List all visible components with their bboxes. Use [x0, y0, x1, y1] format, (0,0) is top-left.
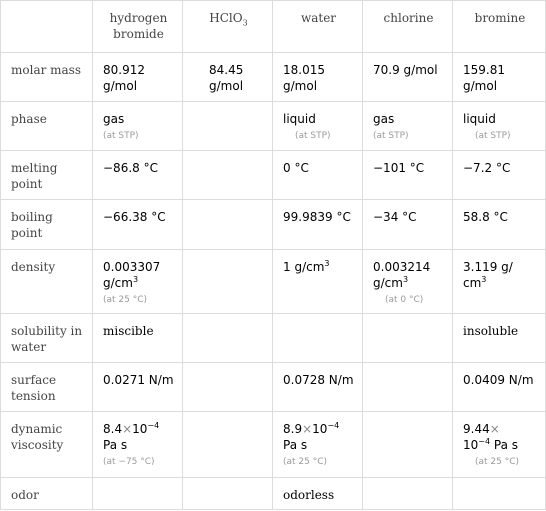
hbr-phase-note: (at STP): [103, 131, 139, 141]
cell-hclo3-surface-tension: [183, 363, 273, 412]
cell-hclo3-density: [183, 250, 273, 314]
row-solubility: [1, 314, 546, 363]
water-density-value: 1 g/cm: [283, 260, 325, 274]
water-phase-value: liquid: [283, 112, 316, 126]
cell-chlorine-solubility: [363, 314, 453, 363]
cell-water-viscosity: [273, 412, 363, 478]
cell-hbr-phase: [93, 102, 183, 151]
row-melting-point: [1, 151, 546, 200]
hbr-viscosity-exponent: −4: [147, 421, 160, 430]
row-surface-tension: [1, 363, 546, 412]
chlorine-density-exponent: 3: [402, 275, 409, 284]
cell-chlorine-molar-mass: 70.9 g/mol: [363, 53, 453, 102]
bromine-viscosity-base: 10: [463, 438, 479, 452]
water-viscosity-unit: Pa s: [283, 438, 308, 452]
water-viscosity-note: (at 25 °C): [283, 457, 328, 467]
cell-water-boiling-point: 99.9839 °C: [273, 200, 363, 250]
header-corner: [1, 1, 93, 53]
cell-bromine-melting-point: −7.2 °C: [453, 151, 546, 200]
cell-bromine-density: [453, 250, 546, 314]
cell-hbr-boiling-point: −66.38 °C: [93, 200, 183, 250]
cell-hclo3-boiling-point: [183, 200, 273, 250]
water-viscosity-times: ×: [302, 422, 313, 436]
row-boiling-point: [1, 200, 546, 250]
cell-hbr-viscosity: [93, 412, 183, 478]
water-phase-note: (at STP): [295, 131, 331, 141]
cell-hclo3-molar-mass: 84.45 g/mol: [183, 53, 273, 102]
hbr-viscosity-base: 10: [132, 422, 148, 436]
bromine-viscosity-unit: Pa s: [493, 438, 519, 452]
cell-water-density: [273, 250, 363, 314]
row-odor: [1, 478, 546, 510]
cell-bromine-boiling-point: 58.8 °C: [453, 200, 546, 250]
water-viscosity-mantissa: 8.9: [283, 422, 303, 436]
bromine-viscosity-mantissa: 9.44: [463, 422, 490, 436]
cell-hclo3-odor: [183, 478, 273, 510]
chlorine-density-note: (at 0 °C): [385, 295, 424, 305]
bromine-phase-note: (at STP): [475, 131, 511, 141]
cell-chlorine-density: [363, 250, 453, 314]
cell-water-phase: [273, 102, 363, 151]
row-molar-mass: [1, 53, 546, 102]
hbr-viscosity-note: (at −75 °C): [103, 457, 155, 467]
bromine-density-exponent: 3: [481, 275, 487, 284]
header-hclo3: [183, 1, 273, 53]
row-viscosity: [1, 412, 546, 478]
bromine-viscosity-note: (at 25 °C): [475, 457, 520, 467]
cell-bromine-phase: [453, 102, 546, 151]
cell-water-solubility: [273, 314, 363, 363]
hbr-density-value: 0.003307: [103, 260, 161, 274]
row-label-phase: phase: [1, 102, 93, 151]
water-density-exponent: 3: [324, 259, 330, 268]
bromine-phase-value: liquid: [463, 112, 496, 126]
cell-hclo3-solubility: [183, 314, 273, 363]
cell-chlorine-melting-point: −101 °C: [363, 151, 453, 200]
header-row: [1, 1, 546, 53]
chlorine-density-value: 0.003214: [373, 260, 431, 274]
cell-hclo3-melting-point: [183, 151, 273, 200]
cell-water-molar-mass: 18.015 g/mol: [273, 53, 363, 102]
row-label-melting-point: melting point: [1, 151, 93, 200]
cell-water-melting-point: 0 °C: [273, 151, 363, 200]
chlorine-phase-note: (at STP): [373, 131, 409, 141]
cell-chlorine-viscosity: [363, 412, 453, 478]
chlorine-density-unit: g/cm: [373, 276, 403, 290]
header-hydrogen-bromide: hydrogen bromide: [93, 1, 183, 53]
hbr-viscosity-unit: Pa s: [103, 438, 128, 452]
hbr-density-exponent: 3: [132, 275, 139, 284]
cell-bromine-viscosity: [453, 412, 546, 478]
cell-water-surface-tension: 0.0728 N/m: [273, 363, 363, 412]
bromine-viscosity-exponent: −4: [478, 437, 491, 446]
cell-chlorine-boiling-point: −34 °C: [363, 200, 453, 250]
cell-hbr-odor: [93, 478, 183, 510]
header-hclo3-text: HClO: [209, 11, 243, 25]
bromine-density-unit: cm: [463, 276, 482, 290]
hbr-density-note: (at 25 °C): [103, 295, 148, 305]
hbr-viscosity-mantissa: 8.4: [103, 422, 123, 436]
cell-hbr-solubility: miscible: [93, 314, 183, 363]
row-label-viscosity: dynamic viscosity: [1, 412, 93, 478]
header-water: water: [273, 1, 363, 53]
cell-chlorine-surface-tension: [363, 363, 453, 412]
row-density: [1, 250, 546, 314]
cell-bromine-molar-mass: 159.81 g/mol: [453, 53, 546, 102]
cell-hclo3-phase: [183, 102, 273, 151]
bromine-viscosity-times: ×: [489, 422, 500, 436]
hbr-phase-value: gas: [103, 112, 125, 126]
cell-bromine-surface-tension: 0.0409 N/m: [453, 363, 546, 412]
cell-hbr-density: [93, 250, 183, 314]
cell-hbr-surface-tension: 0.0271 N/m: [93, 363, 183, 412]
hbr-density-unit: g/cm: [103, 276, 133, 290]
row-label-boiling-point: boiling point: [1, 200, 93, 250]
row-phase: [1, 102, 546, 151]
water-viscosity-base: 10: [312, 422, 328, 436]
cell-hclo3-viscosity: [183, 412, 273, 478]
chlorine-phase-value: gas: [373, 112, 395, 126]
cell-bromine-odor: [453, 478, 546, 510]
cell-chlorine-phase: [363, 102, 453, 151]
row-label-surface-tension: surface tension: [1, 363, 93, 412]
header-hclo3-subscript: 3: [242, 18, 248, 28]
header-chlorine: chlorine: [363, 1, 453, 53]
bromine-density-value: 3.119 g/: [463, 260, 513, 274]
row-label-density: density: [1, 250, 93, 314]
cell-bromine-solubility: insoluble: [453, 314, 546, 363]
water-viscosity-exponent: −4: [327, 421, 340, 430]
row-label-odor: odor: [1, 478, 93, 510]
cell-water-odor: odorless: [273, 478, 363, 510]
hbr-viscosity-times: ×: [122, 422, 133, 436]
header-bromine: bromine: [453, 1, 546, 53]
row-label-solubility: solubility in water: [1, 314, 93, 363]
cell-hbr-melting-point: −86.8 °C: [93, 151, 183, 200]
row-label-molar-mass: molar mass: [1, 53, 93, 102]
cell-hbr-molar-mass: 80.912 g/mol: [93, 53, 183, 102]
cell-chlorine-odor: [363, 478, 453, 510]
